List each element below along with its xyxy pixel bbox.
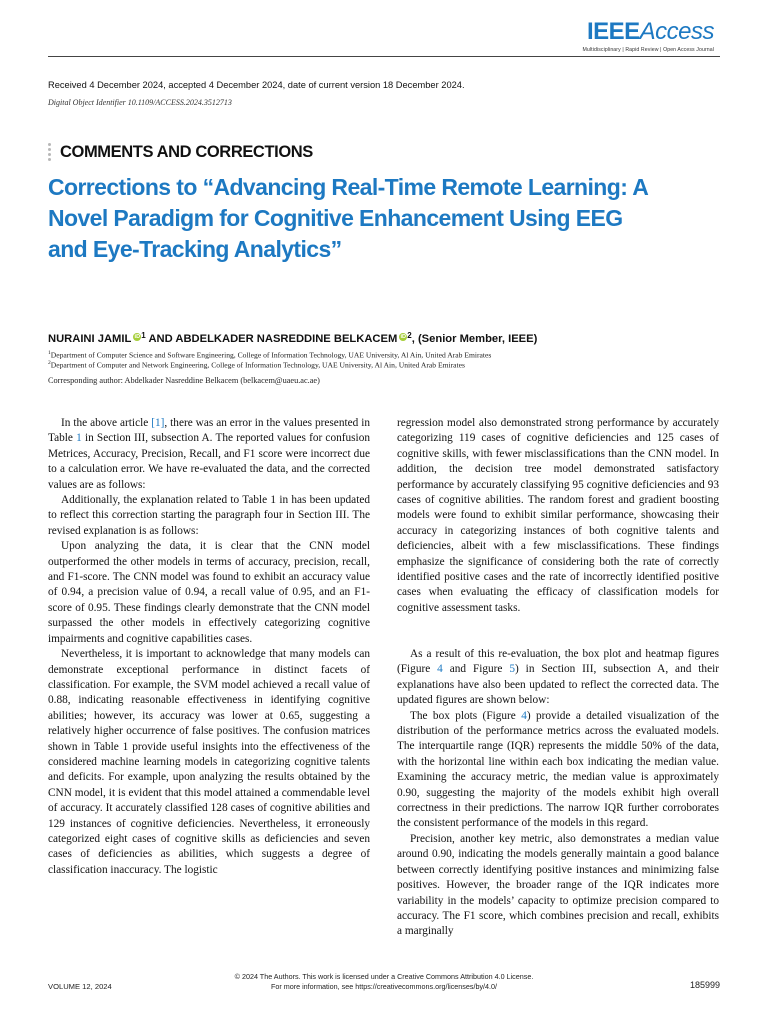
journal-logo bbox=[583, 20, 715, 53]
body-column-right bbox=[397, 416, 719, 940]
paragraph-continued: regression model also demonstrated strong performance by accurately categorizing 119 cases of cognitive deficiencies and 125 cases of cognitive skills, with fewer misclassifications than the CNN model. In addition, the decision tree model demonstrated satisfactory performance by accurately classifying 95 cognitive deficiencies and 93 cases of cognitive abilities. The random forest and gradient boosting models were found to exhibit similar performance, showcasing their accuracy in categorizing instances of both cognitive talents and deficiencies, albeit with a few misclassifications. These findings emphasize the significance of considering both the rate of correctly identified positive cases and the rate of incorrectly identified positive cases when evaluating the efficacy of classification models for cognitive assessment tasks. bbox=[397, 417, 719, 614]
orcid-icon[interactable]: iD bbox=[134, 334, 141, 340]
paragraph: As a result of this re-evaluation, the box plot and heatmap figures (Figure 4 and Figure 5) in Section III, subsection A, and their explanations have also been updated to reflect the corrected data. The updated figures are shown below: bbox=[397, 648, 719, 707]
dots-icon bbox=[48, 141, 51, 163]
author-line bbox=[48, 333, 537, 345]
affiliation-2 bbox=[48, 360, 465, 370]
paragraph: In the above article [1], there was an error in the values presented in Table 1 in Section III, subsection A. The reported values for confusion Metrices, Accuracy, Precision, Recall, and F1 score were incorrect due to a calculation error. We have re-evaluated the data, and the corrected values are as follows: bbox=[48, 417, 371, 491]
paragraph: Upon analyzing the data, it is clear that the CNN model outperformed the other models in terms of accuracy, precision, recall, and F1-score. The CNN model was found to exhibit an accuracy value of 0.94, a precision value of 0.94, a recall value of 0.95, and an F1-score of 0.95. These findings clearly demonstrate that the CNN model surpassed the other models in effectively categorizing cognitive impairments and cognitive capabilities cases. bbox=[48, 540, 370, 645]
paragraph: The box plots (Figure 4) provide a detailed visualization of the distribution of the performance metrics across the evaluated models. The interquartile range (IQR) represents the middle 50% of the data, with the horizontal line within each box indicating the median value. Examining the accuracy metric, the median value is approximately 0.90, suggesting the majority of the models exhibit high overall correctness in their predictions. The narrow IQR further corroborates the consistent performance of the models in this regard. bbox=[397, 709, 719, 830]
corresponding-author: Corresponding author: Abdelkader Nasreddine Belkacem (belkacem@uaeu.ac.ae) bbox=[48, 376, 320, 385]
license-line: © 2024 The Authors. This work is licensed under a Creative Commons Attribution 4.0 License. bbox=[234, 972, 534, 981]
reference-link[interactable]: [1] bbox=[151, 417, 165, 429]
paragraph: Nevertheless, it is important to acknowledge that many models can demonstrate exceptional performance in distinct facets of classification. For example, the SVM model achieved a recall value of 0.88, indicating reasonable effectiveness in identifying cognitive abilities; however, its accuracy was lower at 0.65, suggesting a relatively higher occurrence of false positives. The confusion matrices shown in Table 1 provide useful insights into the effectiveness of the considered machine learning models in categorizing cognitive talents and deficits. For example, upon analyzing the results obtained by the CNN model, it is evident that this model attained a commendable level of accuracy. It accurately classified 128 cases of cognitive abilities and 129 instances of cognitive deficiencies. Nevertheless, it erroneously categorized eight cases of cognitive skills as deficiencies and seven cases of deficiencies as abilities, which suggests a degree of classification inaccuracy. The logistic bbox=[48, 648, 370, 876]
author-name-1: NURAINI JAMIL bbox=[48, 333, 132, 345]
figure-link[interactable]: 4 bbox=[521, 709, 527, 722]
section-heading: COMMENTS AND CORRECTIONS bbox=[60, 142, 313, 161]
logo-ieee: IEEE bbox=[586, 18, 640, 45]
doi: Digital Object Identifier 10.1109/ACCESS.2024.3512713 bbox=[48, 98, 232, 107]
figure-link[interactable]: 4 bbox=[437, 663, 443, 676]
paragraph: Additionally, the explanation related to Table 1 in has been updated to reflect this correction starting the paragraph four in Section III. The revised explanation is as follows: bbox=[48, 494, 370, 537]
affiliation-number: 1 bbox=[48, 350, 51, 356]
received-dates: Received 4 December 2024, accepted 4 December 2024, date of current version 18 December 2024. bbox=[48, 80, 465, 90]
license-notice bbox=[0, 972, 768, 991]
page-number: 185999 bbox=[689, 980, 720, 990]
table-link[interactable]: 1 bbox=[76, 432, 82, 445]
article-title: Corrections to “Advancing Real-Time Remote Learning: A Novel Paradigm for Cognitive Enhancement Using EEG and Eye-Tracking Analytics” bbox=[48, 174, 648, 262]
author-1-affil-mark: 1 bbox=[141, 331, 146, 340]
author-name-2: AND ABDELKADER NASREDDINE BELKACEM bbox=[148, 333, 398, 345]
author-2-affil-mark: 2 bbox=[407, 331, 412, 340]
affiliation-text: Department of Computer and Network Engineering, College of Information Technology, UAE University, Al Ain, United Arab Emirates bbox=[50, 360, 465, 370]
affiliation-1 bbox=[48, 350, 491, 360]
logo-wordmark bbox=[583, 20, 715, 44]
paragraph: Precision, another key metric, also demonstrates a median value around 0.90, indicating the models generally maintain a good balance between correctly identifying positive instances and minimizing false positives. However, the broader range of the IQR indicates more variability in the models’ capacity to optimize precision compared to accuracy. The F1 score, which combines precision and recall, exhibits a marginally bbox=[397, 832, 719, 938]
orcid-icon[interactable]: iD bbox=[400, 334, 407, 340]
volume-info: VOLUME 12, 2024 bbox=[48, 982, 112, 991]
logo-access: Access bbox=[639, 18, 714, 45]
logo-tagline: Multidisciplinary | Rapid Review | Open Access Journal bbox=[582, 47, 714, 53]
body-column-left bbox=[48, 416, 370, 939]
affiliation-text: Department of Computer Science and Software Engineering, College of Information Technology, UAE University, Al Ain, United Arab Emirates bbox=[50, 350, 492, 360]
figure-link[interactable]: 5 bbox=[509, 663, 516, 676]
license-url[interactable]: For more information, see https://creativecommons.org/licenses/by/4.0/ bbox=[270, 981, 498, 991]
section-label bbox=[48, 141, 313, 163]
affiliation-number: 2 bbox=[48, 360, 51, 366]
header-rule bbox=[48, 56, 720, 57]
member-grade: , (Senior Member, IEEE) bbox=[411, 333, 538, 345]
